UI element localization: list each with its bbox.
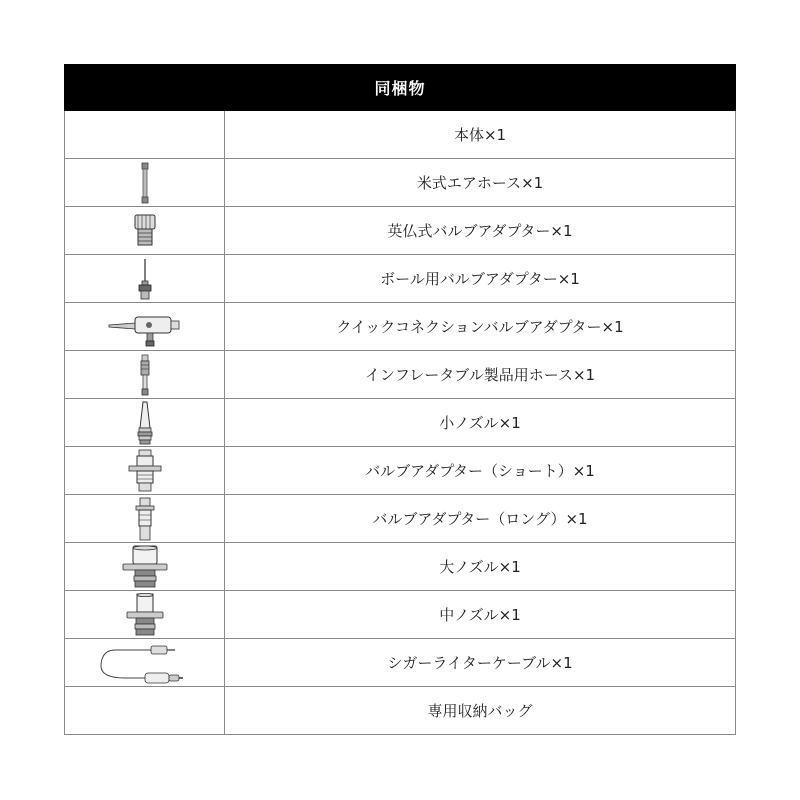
item-image-cell xyxy=(65,159,225,206)
table-row xyxy=(65,303,735,351)
item-image-cell xyxy=(65,591,225,638)
item-label: 米式エアホース×1 xyxy=(416,174,544,192)
small-nozzle-icon xyxy=(130,400,160,446)
item-image-cell xyxy=(65,255,225,302)
table-row xyxy=(65,591,735,639)
table-row xyxy=(65,495,735,543)
table-row xyxy=(65,159,735,207)
quick-connect-icon xyxy=(105,305,185,349)
table-row xyxy=(65,687,735,735)
item-image-cell xyxy=(65,495,225,542)
item-label: 中ノズル×1 xyxy=(439,606,521,624)
item-label: 大ノズル×1 xyxy=(439,558,521,576)
valve-adapter-short-icon xyxy=(125,448,165,494)
item-label: バルブアダプター（ショート）×1 xyxy=(365,462,595,480)
contents-table xyxy=(64,64,736,735)
header-title: 同梱物 xyxy=(374,79,426,98)
item-image-cell xyxy=(65,207,225,254)
item-label: クイックコネクションバルブアダプター×1 xyxy=(336,318,624,336)
inflatable-hose-icon xyxy=(133,353,157,397)
item-image-cell xyxy=(65,543,225,590)
item-image-cell xyxy=(65,111,225,158)
item-label: 小ノズル×1 xyxy=(439,414,521,432)
table-row xyxy=(65,255,735,303)
item-image-cell xyxy=(65,447,225,494)
table-row xyxy=(65,351,735,399)
table-header xyxy=(64,64,736,111)
cigarette-lighter-cable-icon xyxy=(95,640,195,686)
item-image-cell xyxy=(65,303,225,350)
item-label: バルブアダプター（ロング）×1 xyxy=(372,510,588,528)
item-label: 本体×1 xyxy=(453,126,507,144)
item-label: 専用収納バッグ xyxy=(427,702,533,720)
item-image-cell xyxy=(65,639,225,686)
table-row xyxy=(65,543,735,591)
item-image-cell xyxy=(65,351,225,398)
medium-nozzle-icon xyxy=(123,592,167,638)
item-label: シガーライターケーブル×1 xyxy=(387,654,573,672)
valve-adapter-icon xyxy=(125,211,165,251)
table-row xyxy=(65,399,735,447)
large-nozzle-icon xyxy=(120,544,170,590)
valve-adapter-long-icon xyxy=(130,496,160,542)
ball-needle-icon xyxy=(133,257,157,301)
table-row xyxy=(65,111,735,159)
item-image-cell xyxy=(65,399,225,446)
table-row xyxy=(65,639,735,687)
table-row xyxy=(65,447,735,495)
item-label: インフレータブル製品用ホース×1 xyxy=(364,366,596,384)
item-label: 英仏式バルブアダプター×1 xyxy=(387,222,573,240)
air-hose-icon xyxy=(130,161,160,205)
table-row xyxy=(65,207,735,255)
item-label: ボール用バルブアダプター×1 xyxy=(380,270,580,288)
item-image-cell xyxy=(65,687,225,734)
